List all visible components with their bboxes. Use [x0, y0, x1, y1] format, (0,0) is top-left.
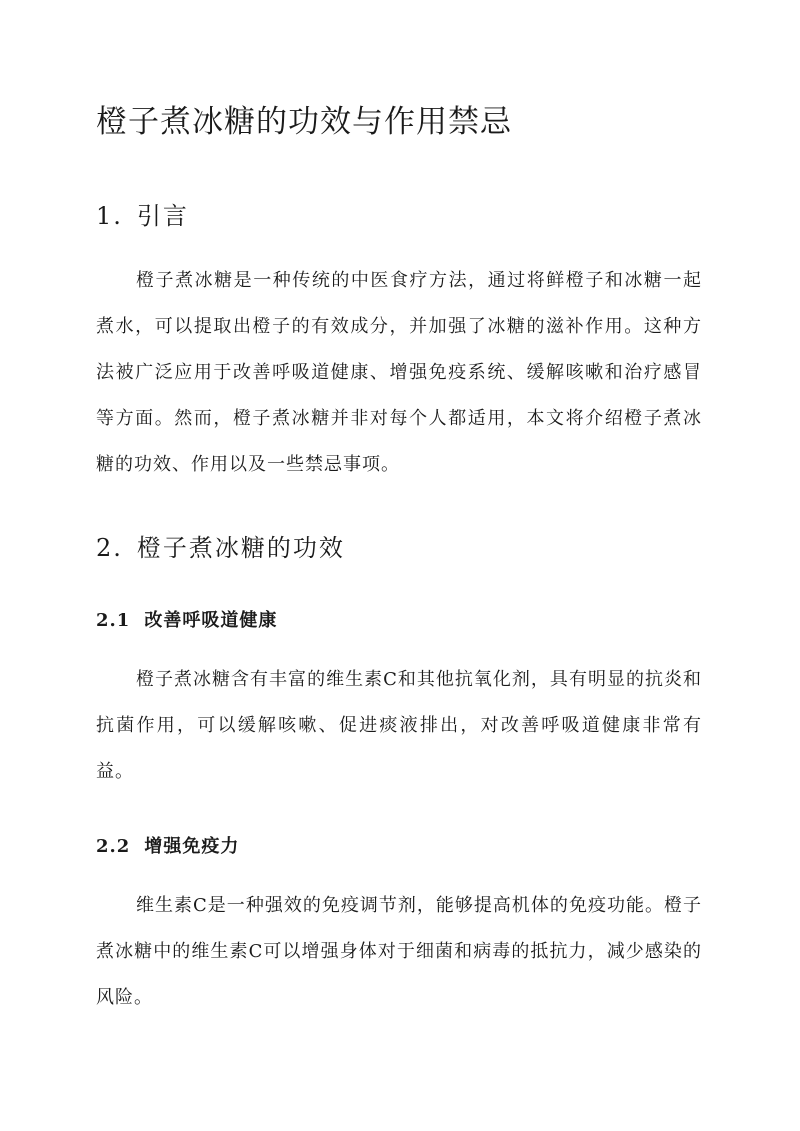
subsection-number: 2.1 — [96, 610, 131, 631]
section-title: 橙子煮冰糖的功效 — [136, 534, 345, 562]
subsection-title: 改善呼吸道健康 — [144, 610, 278, 631]
subsection-heading-respiratory — [96, 606, 277, 632]
subsection-number: 2.2 — [96, 836, 131, 857]
section-title: 引言 — [136, 202, 189, 230]
section-number: 1. — [96, 202, 123, 230]
subsection-title: 增强免疫力 — [144, 836, 240, 857]
immunity-paragraph: 维生素C是一种强效的免疫调节剂，能够提高机体的免疫功能。橙子煮冰糖中的维生素C可以增强身体对于细菌和病毒的抵抗力，减少感染的风险。 — [96, 895, 702, 1008]
section-number: 2. — [96, 534, 123, 562]
respiratory-paragraph: 橙子煮冰糖含有丰富的维生素C和其他抗氧化剂，具有明显的抗炎和抗菌作用，可以缓解咳嗽、促进痰液排出，对改善呼吸道健康非常有益。 — [96, 669, 702, 782]
subsection-heading-immunity — [96, 832, 239, 858]
document-title: 橙子煮冰糖的功效与作用禁忌 — [96, 104, 512, 140]
intro-paragraph: 橙子煮冰糖是一种传统的中医食疗方法，通过将鲜橙子和冰糖一起煮水，可以提取出橙子的有效成分，并加强了冰糖的滋补作用。这种方法被广泛应用于改善呼吸道健康、增强免疫系统、缓解咳嗽和治疗感冒等方面。然而，橙子煮冰糖并非对每个人都适用，本文将介绍橙子煮冰糖的功效、作用以及一些禁忌事项。 — [96, 270, 702, 475]
section-heading-intro — [96, 196, 189, 231]
section-heading-benefits — [96, 528, 345, 563]
